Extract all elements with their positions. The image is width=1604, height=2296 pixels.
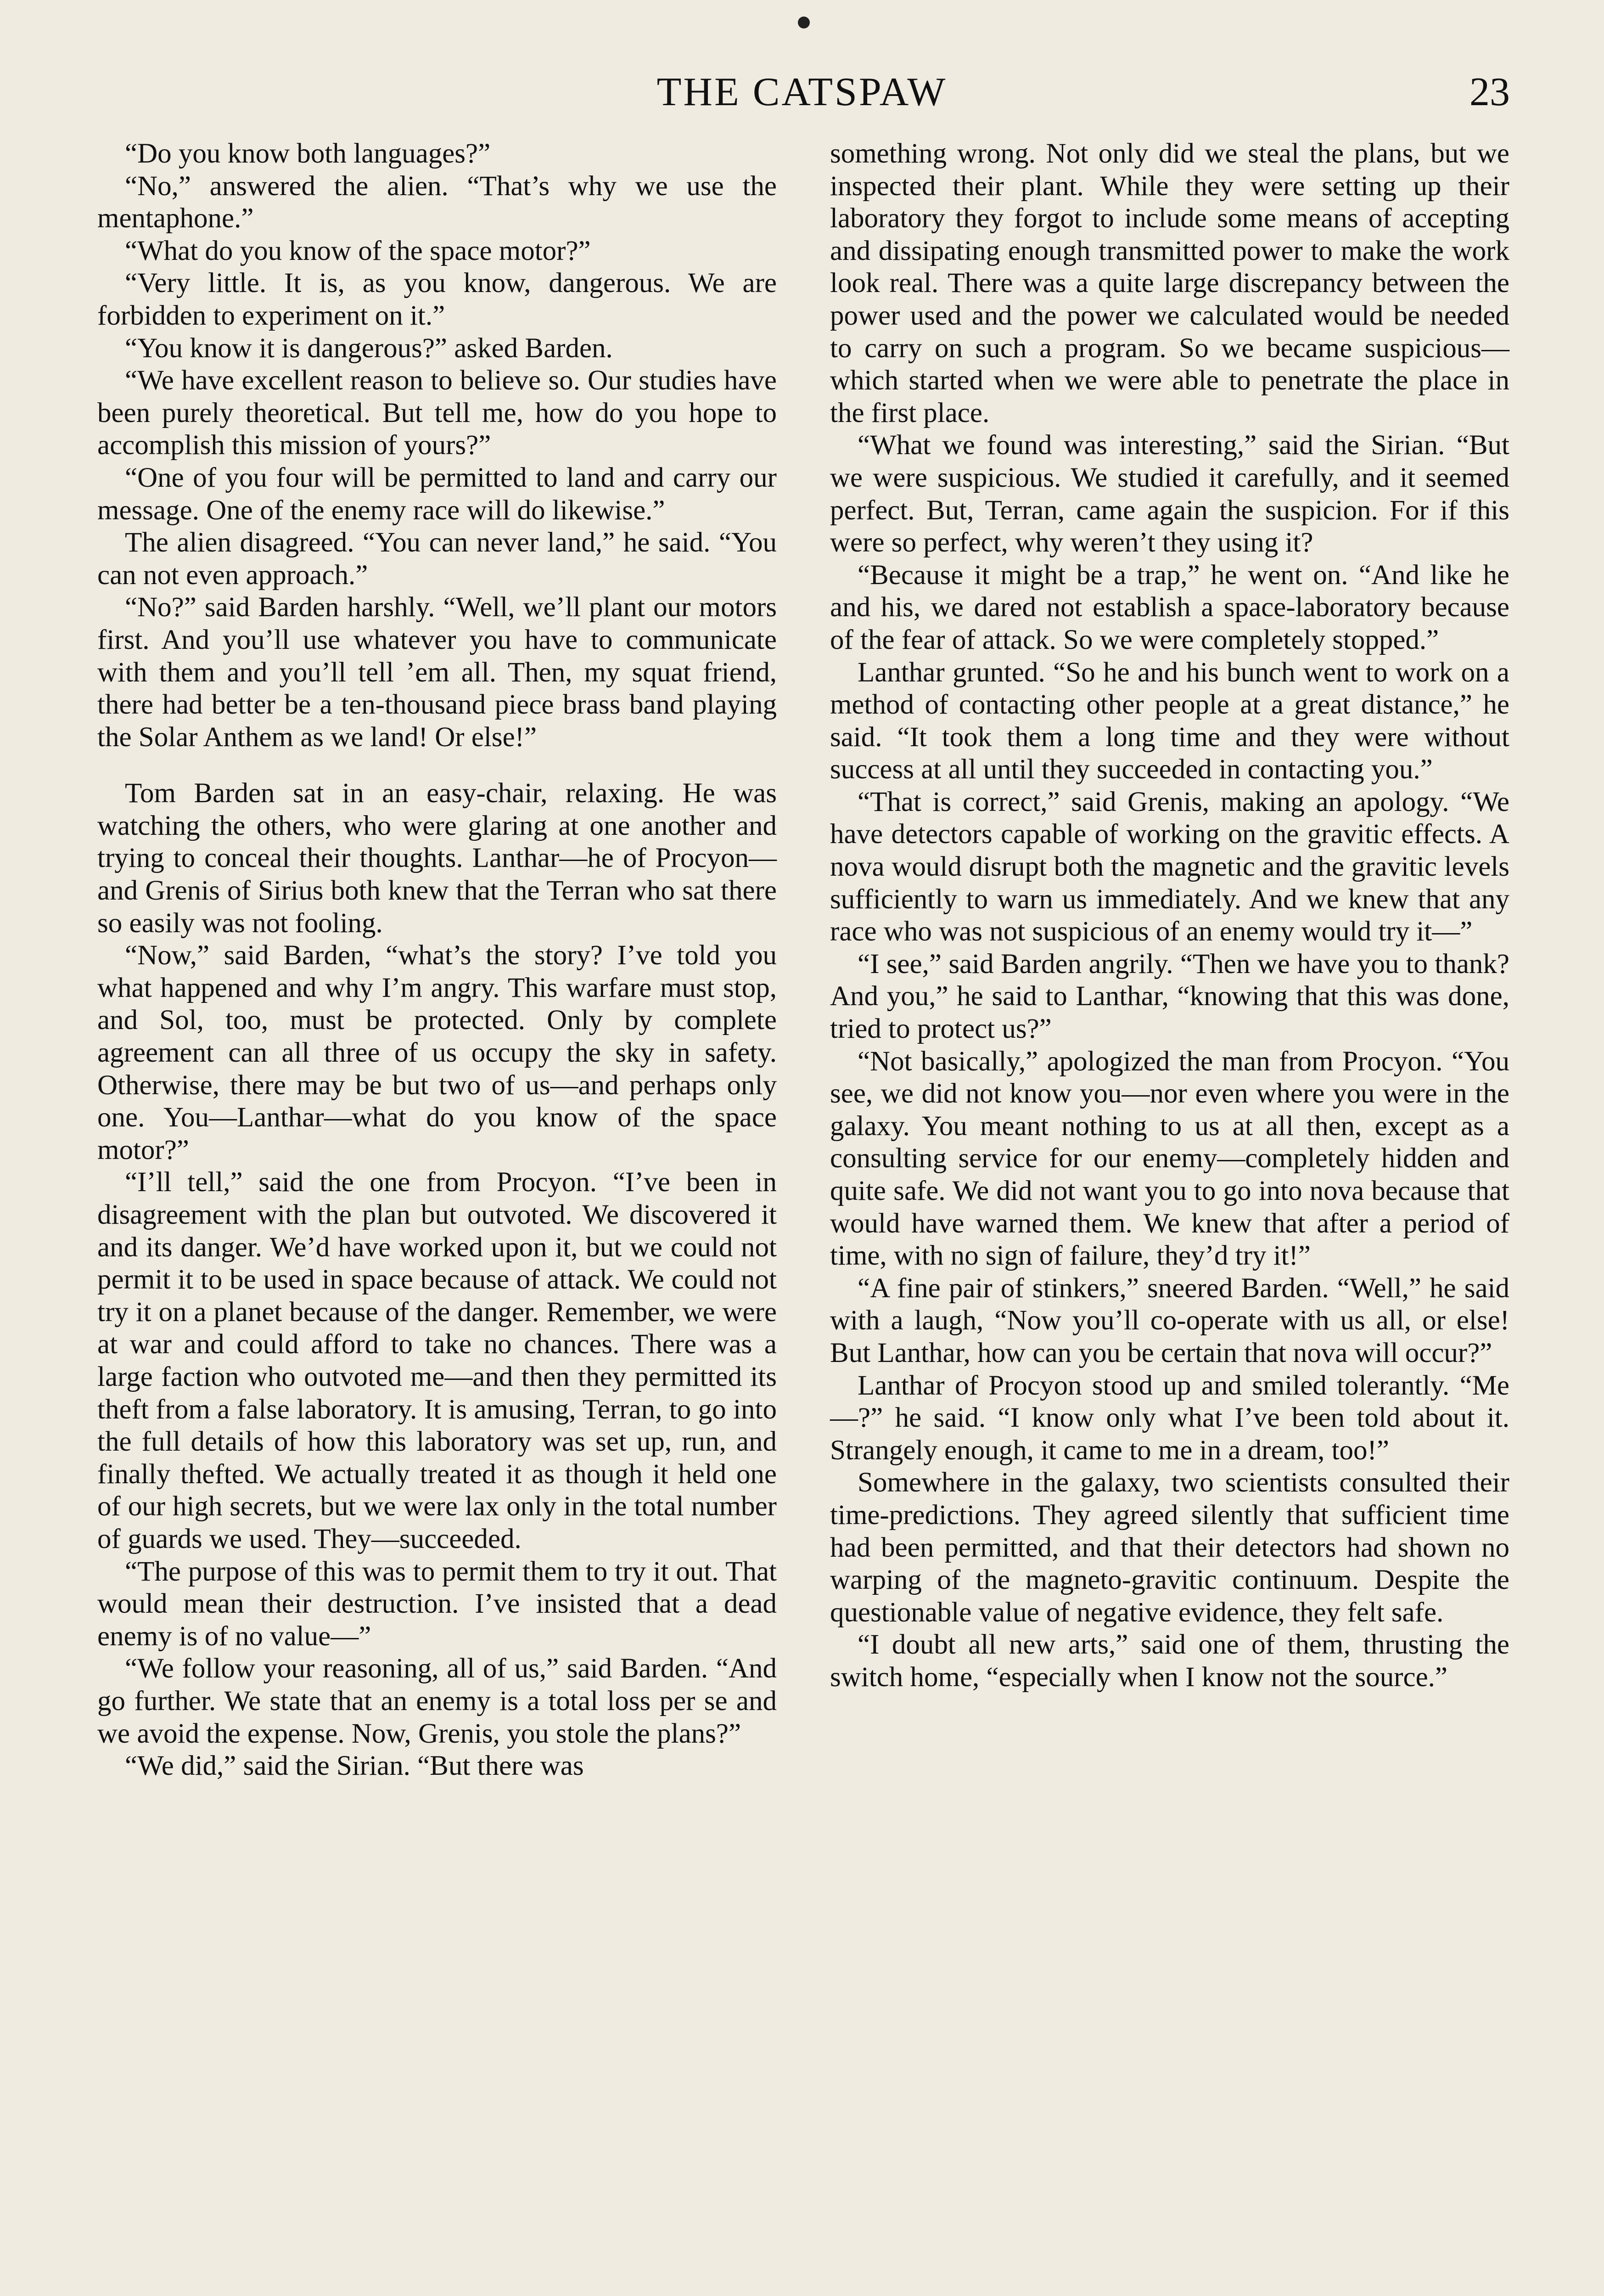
paragraph: Tom Barden sat in an easy-chair, relaxing. He was watching the others, who were glaring at one another and trying to conceal their thoughts. Lanthar—he of Procyon—and Grenis of Sirius both knew that the Terran who sat there so easily was not fooling. [97, 778, 777, 939]
paragraph: “We have excellent reason to believe so. Our studies have been purely theoretical. But tell me, how do you hope to accomplish this mission of yours?” [97, 365, 777, 461]
paragraph: something wrong. Not only did we steal the plans, but we inspected their plant. While they were setting up their laboratory they forgot to include some means of accepting and dissipating enough transmitted power to make the work look real. There was a quite large discrepancy between the power used and the power we calculated would be needed to carry on such a program. So we became suspicious—which started when we were able to penetrate the place in the first place. [830, 138, 1509, 428]
paragraph: “No?” said Barden harshly. “Well, we’ll plant our motors first. And you’ll use whatever you have to communicate with them and you’ll tell ’em all. Then, my squat friend, there had better be a ten-thousand piece brass band playing the Solar Anthem as we land! Or else!” [97, 592, 777, 753]
paragraph: Somewhere in the galaxy, two scientists consulted their time-predictions. They agreed silently that sufficient time had been permitted, and that their detectors had shown no warping of the magneto-gravitic continuum. Despite the questionable value of negative evidence, they felt safe. [830, 1467, 1509, 1628]
paragraph: “That is correct,” said Grenis, making an apology. “We have detectors capable of working on the gravitic effects. A nova would disrupt both the magnetic and the gravitic levels sufficiently to warn us immediately. And we knew that any race who was not suspicious of an enemy would try it—” [830, 786, 1509, 947]
paragraph: “What do you know of the space motor?” [125, 235, 591, 266]
paragraph: “Because it might be a trap,” he went on. “And like he and his, we dared not establish a space-laboratory because of the fear of attack. So we were completely stopped.” [830, 559, 1509, 655]
paragraph: “A fine pair of stinkers,” sneered Barden. “Well,” he said with a laugh, “Now you’ll co-operate with us all, or else! But Lanthar, how can you be certain that nova will occur?” [830, 1272, 1509, 1368]
paragraph: “Do you know both languages?” [125, 138, 491, 169]
paragraph: “No,” answered the alien. “That’s why we use the mentaphone.” [97, 170, 777, 234]
paragraph: “The purpose of this was to permit them to try it out. That would mean their destruction. I’ve insisted that a dead enemy is of no value—” [97, 1556, 777, 1652]
paragraph: “Not basically,” apologized the man from Procyon. “You see, we did not know you—nor even where you were in the galaxy. You meant nothing to us at all then, except as a consulting service for our enemy—completely hidden and quite safe. We did not want you to go into nova because that would have warned them. We knew that after a period of time, with no sign of failure, they’d try it!” [830, 1046, 1509, 1272]
paragraph: “What we found was interesting,” said the Sirian. “But we were suspicious. We studied it carefully, and it seemed perfect. But, Terran, came again the suspicion. For if this were so perfect, why weren’t they using it? [830, 430, 1509, 558]
paragraph: “I’ll tell,” said the one from Procyon. “I’ve been in disagreement with the plan but outvoted. We discovered it and its danger. We’d have worked upon it, but we could not permit it to be used in space because of attack. We could not try it on a planet because of the danger. Remember, we were at war and could afford to take no chances. There was a large faction who outvoted me—and then they permitted its theft from a false laboratory. It is amusing, Terran, to go into the full details of how this laboratory was set up, run, and finally thefted. We actually treated it as though it held one of our high secrets, but we were lax only in the total number of guards we used. They—succeeded. [97, 1167, 777, 1554]
ink-dot [798, 17, 810, 28]
paragraph: “I doubt all new arts,” said one of them, thrusting the switch home, “especially when I know not the source.” [830, 1629, 1509, 1693]
paragraph: “You know it is dangerous?” asked Barden. [125, 332, 613, 364]
paragraph: “We did,” said the Sirian. “But there was [125, 1750, 584, 1782]
left-column [97, 138, 777, 1783]
page-header [0, 69, 1604, 124]
paragraph: Lanthar of Procyon stood up and smiled tolerantly. “Me—?” he said. “I know only what I’ve been told about it. Strangely enough, it came to me in a dream, too!” [830, 1370, 1509, 1466]
running-title: THE CATSPAW [656, 70, 948, 114]
right-column [830, 138, 1509, 1694]
paragraph: “One of you four will be permitted to land and carry our message. One of the enemy race will do likewise.” [97, 462, 777, 526]
paragraph: “I see,” said Barden angrily. “Then we have you to thank? And you,” he said to Lanthar, “knowing that this was done, tried to protect us?” [830, 948, 1509, 1045]
paragraph: “We follow your reasoning, all of us,” said Barden. “And go further. We state that an enemy is a total loss per se and we avoid the expense. Now, Grenis, you stole the plans?” [97, 1653, 777, 1749]
paragraph: Lanthar grunted. “So he and his bunch went to work on a method of contacting other people at a great distance,” he said. “It took them a long time and they were without success at all until they succeeded in contacting you.” [830, 657, 1509, 785]
page-number: 23 [1469, 70, 1510, 114]
paragraph: “Very little. It is, as you know, dangerous. We are forbidden to experiment on it.” [97, 268, 777, 331]
paragraph: “Now,” said Barden, “what’s the story? I’ve told you what happened and why I’m angry. This warfare must stop, and Sol, too, must be protected. Only by complete agreement can all three of us occupy the sky in safety. Otherwise, there may be but two of us—and perhaps only one. You—Lanthar—what do you know of the space motor?” [97, 940, 777, 1165]
paragraph: The alien disagreed. “You can never land,” he said. “You can not even approach.” [97, 527, 777, 591]
